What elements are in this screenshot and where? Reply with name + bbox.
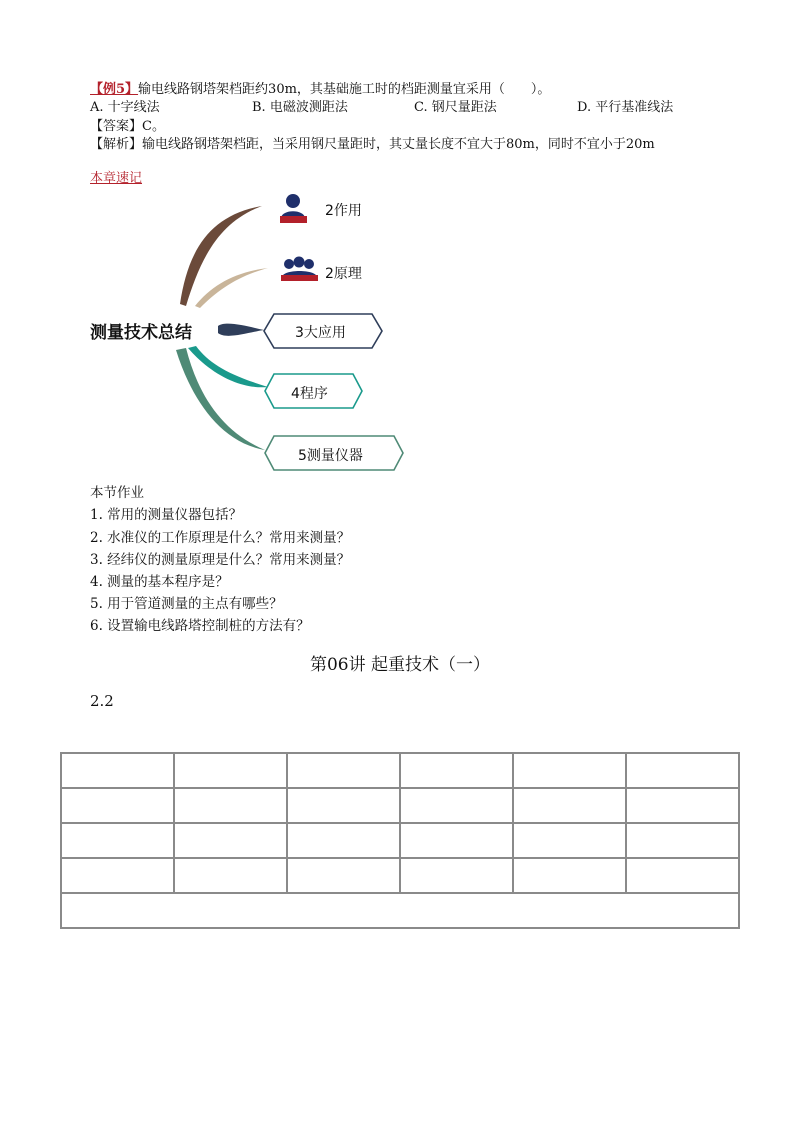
table-cell <box>513 823 626 858</box>
table-cell <box>513 753 626 788</box>
branch-curve-4 <box>188 346 268 387</box>
table-cell <box>174 823 287 858</box>
homework-item-2: 2. 水准仪的工作原理是什么？常用来测量？ <box>90 530 351 546</box>
answer-tag: 【答案】 <box>90 119 143 134</box>
branch-curve-5 <box>176 348 265 450</box>
table-cell <box>174 788 287 823</box>
table-cell <box>626 823 739 858</box>
table-cell <box>626 753 739 788</box>
table-cell <box>61 858 174 893</box>
answer-line <box>90 115 165 134</box>
option-b: B. 电磁波测距法 <box>252 100 348 115</box>
empty-table <box>60 752 740 929</box>
option-a: A. 十字线法 <box>90 100 160 115</box>
table-cell <box>400 753 513 788</box>
answer-value: C。 <box>142 119 165 134</box>
branch-curve-3 <box>218 324 264 336</box>
table-cell <box>626 858 739 893</box>
homework-item-4: 4. 测量的基本程序是？ <box>90 574 229 590</box>
branch-label-4: 4程序 <box>291 386 328 402</box>
analysis-line <box>90 133 655 152</box>
example-options <box>90 96 730 114</box>
table-cell <box>287 858 400 893</box>
table-footer-cell <box>61 893 739 928</box>
table-cell <box>400 788 513 823</box>
mindmap-root: 测量技术总结 <box>90 323 192 343</box>
analysis-tag: 【解析】 <box>90 137 143 152</box>
table-footer-row <box>61 893 739 928</box>
branch-curve-1 <box>180 206 262 306</box>
lecture-title: 第06讲 起重技术（一） <box>309 655 491 675</box>
table-cell <box>513 788 626 823</box>
table-cell <box>174 753 287 788</box>
homework-item-1: 1. 常用的测量仪器包括？ <box>90 507 243 523</box>
table-row <box>61 823 739 858</box>
section-number: 2.2 <box>90 692 114 710</box>
table-cell <box>61 823 174 858</box>
analysis-text: 输电线路钢塔架档距，当采用钢尺量距时，其丈量长度不宜大于80m，同时不宜小于20m <box>142 137 655 152</box>
option-d: D. 平行基准线法 <box>577 100 674 115</box>
table-cell <box>400 823 513 858</box>
branch-label-3: 3大应用 <box>295 325 346 341</box>
homework-item-6: 6. 设置输电线路塔控制桩的方法有？ <box>90 618 310 634</box>
homework-item-5: 5. 用于管道测量的主点有哪些？ <box>90 596 283 612</box>
table-cell <box>287 788 400 823</box>
example-tag: 【例5】 <box>90 82 139 97</box>
table-cell <box>513 858 626 893</box>
table-cell <box>61 753 174 788</box>
table-row <box>61 753 739 788</box>
chapter-summary-link[interactable]: 本章速记 <box>90 171 143 186</box>
branch-label-5: 5测量仪器 <box>298 448 363 464</box>
branch-curve-2 <box>195 268 268 308</box>
table-cell <box>287 823 400 858</box>
example-question-line <box>90 78 550 97</box>
table-cell <box>400 858 513 893</box>
table-cell <box>287 753 400 788</box>
branch-label-2: 2原理 <box>325 266 362 282</box>
table-row <box>61 858 739 893</box>
table-cell <box>174 858 287 893</box>
option-c: C. 钢尺量距法 <box>414 100 497 115</box>
example-question: 输电线路钢塔架档距约30m，其基础施工时的档距测量宜采用（ ）。 <box>138 82 551 97</box>
table-row <box>61 788 739 823</box>
branch-label-1: 2作用 <box>325 203 362 219</box>
homework-item-3: 3. 经纬仪的测量原理是什么？常用来测量？ <box>90 552 351 568</box>
group-icon <box>281 257 318 282</box>
table-cell <box>626 788 739 823</box>
homework-title: 本节作业 <box>90 485 144 501</box>
person-icon <box>280 194 307 223</box>
table-cell <box>61 788 174 823</box>
